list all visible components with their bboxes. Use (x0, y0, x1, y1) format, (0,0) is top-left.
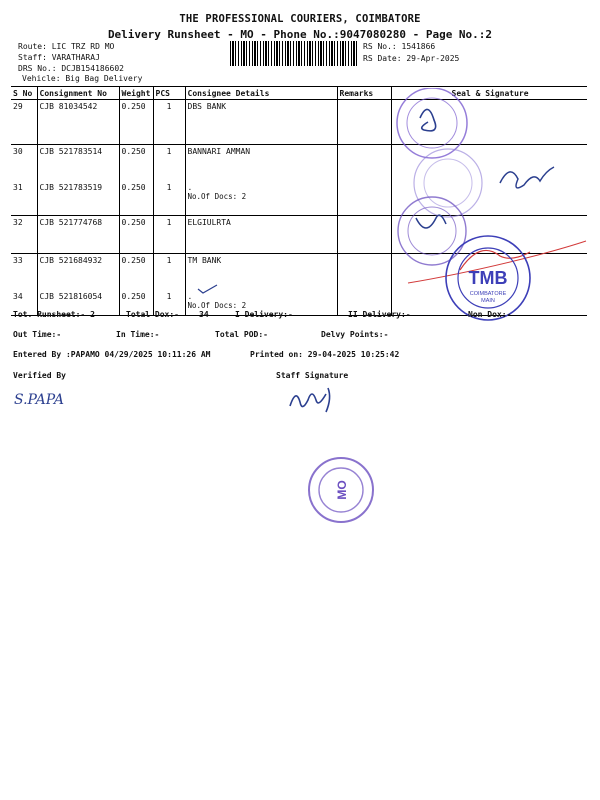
signature-mark (500, 167, 554, 188)
row-docs-count: No.Of Docs: 2 (187, 300, 247, 310)
row-consignee: TM BANK (185, 254, 337, 290)
row-pcs: 1 (153, 216, 185, 254)
barcode (230, 41, 358, 66)
col-pcs: PCS (153, 87, 185, 100)
total-dox-label: Total Dox:- (126, 310, 179, 319)
tot-runsheet: Tot. Runsheet:- 2 (13, 310, 95, 319)
tmb-branch-text: MAIN (481, 298, 495, 304)
row-pcs: 1 (153, 254, 185, 290)
company-title: THE PROFESSIONAL COURIERS, COIMBATORE (179, 13, 421, 25)
verified-signature: S.PAPA (14, 392, 65, 408)
staff-line: Staff: VARATHARAJ (18, 53, 100, 62)
i-delivery: I Delivery:- (235, 310, 293, 319)
rs-date: RS Date: 29-Apr-2025 (363, 54, 460, 63)
total-dox-value: 34 (199, 310, 209, 319)
row-consignee: ELGIULRTA (185, 216, 337, 254)
col-consignee: Consignee Details (185, 87, 337, 100)
row-consignment: CJB 521783514 (37, 145, 119, 181)
row-sno: 29 (11, 100, 37, 145)
staff-signature-label: Staff Signature (276, 371, 349, 380)
row-sno: 30 (13, 147, 23, 156)
row-consignment: CJB 81034542 (37, 100, 119, 145)
non-dox: Non Dox:- (468, 310, 512, 319)
tick-mark (196, 283, 220, 295)
row-weight: 0.250 (119, 100, 153, 145)
runsheet-subtitle: Delivery Runsheet - MO - Phone No.:9047080280 - Page No.:2 (107, 28, 493, 41)
delvy-points: Delvy Points:- (321, 330, 389, 339)
tmb-logo-text: TMB (468, 268, 508, 288)
row-weight: 0.250 (119, 145, 153, 181)
row-weight: 0.250 (119, 290, 153, 316)
signature-mark (420, 109, 436, 130)
ii-delivery: II Delivery:- (348, 310, 411, 319)
in-time: In Time:- (116, 330, 160, 339)
row-consignee: BANNARI AMMAN (185, 145, 337, 181)
col-seal-signature: Seal & Signature (391, 87, 587, 100)
seal-stamps-graphic (380, 88, 600, 328)
row-sno: 34 (11, 290, 37, 316)
row-sno: 31 (11, 181, 37, 216)
row-pcs: 1 (153, 100, 185, 145)
out-time: Out Time:- (13, 330, 62, 339)
row-pcs: 1 (153, 290, 185, 316)
vehicle-line: Vehicle: Big Bag Delivery (22, 74, 143, 83)
printed-on: Printed on: 29-04-2025 10:25:42 (250, 350, 400, 359)
tmb-city-text: COIMBATORE (469, 291, 507, 297)
col-consignment: Consignment No (37, 87, 119, 100)
row-weight: 0.250 (119, 216, 153, 254)
staff-signature-mark (286, 384, 346, 418)
drs-line: DRS No.: DCJB154186602 (18, 64, 124, 73)
row-consignment: CJB 521774768 (37, 216, 119, 254)
row-consignee: . (187, 182, 193, 192)
row-sno: 33 (13, 256, 23, 265)
col-weight: Weight (119, 87, 153, 100)
entered-by: Entered By :PAPAMO 04/29/2025 10:11:26 AM (13, 350, 211, 359)
row-consignee: . (187, 291, 193, 301)
row-pcs: 1 (153, 145, 185, 181)
row-weight: 0.250 (119, 254, 153, 290)
bottom-round-stamp-icon (306, 455, 376, 525)
signature-mark (416, 215, 446, 228)
row-consignment: CJB 521684932 (37, 254, 119, 290)
row-consignment: CJB 521816054 (37, 290, 119, 316)
verified-by-label: Verified By (13, 371, 66, 380)
col-sno: S No (11, 87, 37, 100)
col-remarks: Remarks (337, 87, 391, 100)
row-sno: 32 (11, 216, 37, 254)
row-docs-count: No.Of Docs: 2 (187, 191, 247, 201)
total-pod: Total POD:- (215, 330, 268, 339)
bottom-stamp-text: MO (335, 480, 349, 500)
row-weight: 0.250 (119, 181, 153, 216)
row-consignment: CJB 521783519 (37, 181, 119, 216)
row-consignee: DBS BANK (185, 100, 337, 145)
row-pcs: 1 (153, 181, 185, 216)
route-line: Route: LIC TRZ RD MO (18, 42, 115, 51)
rs-number: RS No.: 1541866 (363, 42, 436, 51)
